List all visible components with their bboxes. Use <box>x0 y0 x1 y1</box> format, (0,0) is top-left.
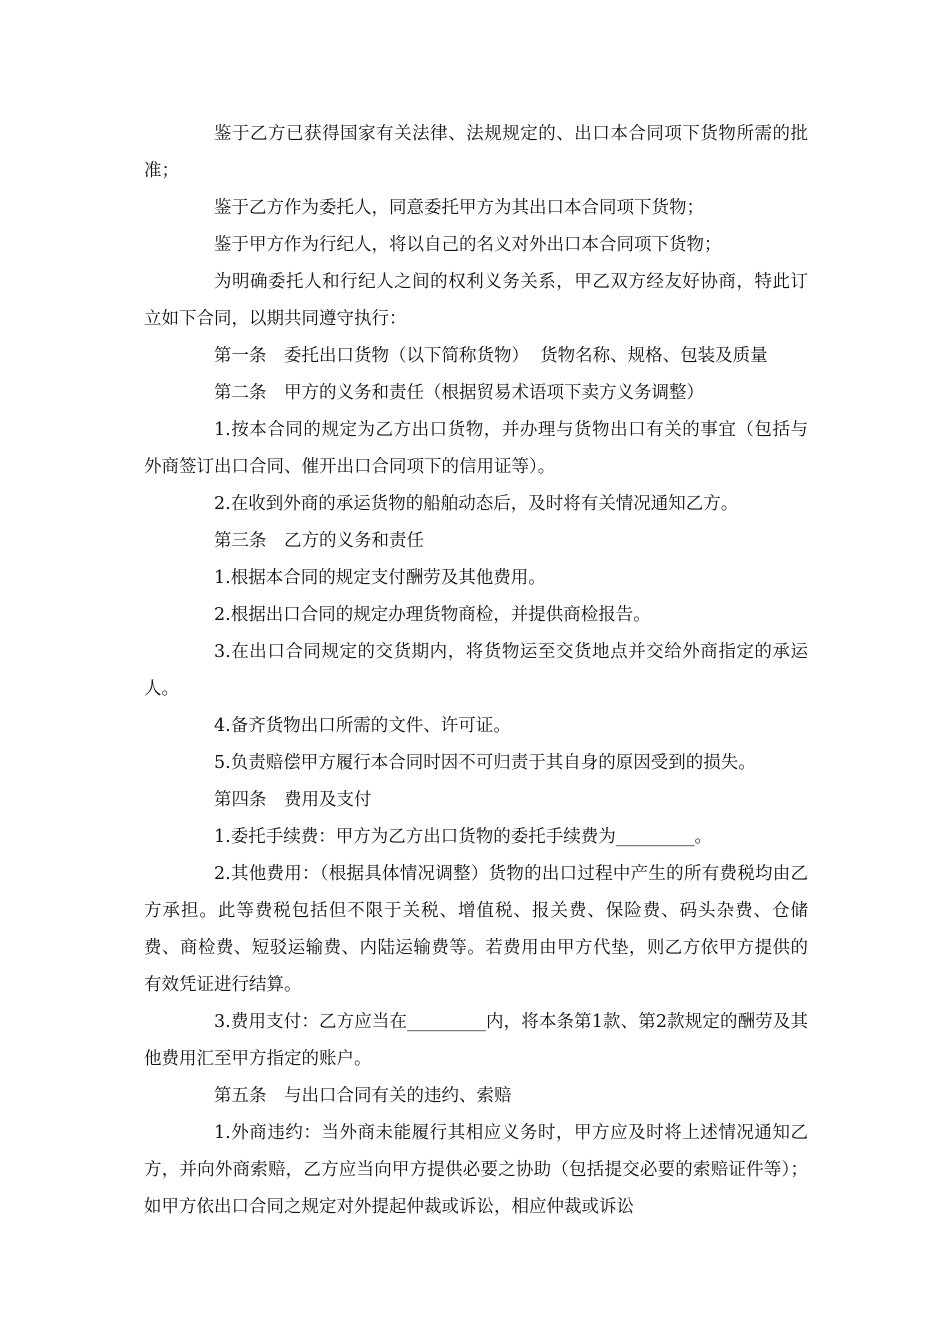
article-4-heading: 第四条 费用及支付 <box>214 790 372 810</box>
paragraph-recital-purpose: 为明确委托人和行纪人之间的权利义务关系，甲乙双方经友好协商，特此订立如下合同，以期共同遵守执行： <box>144 272 808 329</box>
article-5-heading: 第五条 与出口合同有关的违约、索赔 <box>214 1086 512 1106</box>
article-2-clause-1: 1.按本合同的规定为乙方出口货物，并办理与货物出口有关的事宜（包括与外商签订出口合同、催开出口合同项下的信用证等）。 <box>144 420 808 477</box>
article-4-clause-1: 1.委托手续费：甲方为乙方出口货物的委托手续费为_________。 <box>214 827 712 847</box>
paragraph-recital-entrust: 鉴于乙方作为委托人，同意委托甲方为其出口本合同项下货物； <box>214 198 704 218</box>
article-2-clause-2: 2.在收到外商的承运货物的船舶动态后，及时将有关情况通知乙方。 <box>214 494 739 514</box>
article-3-clause-2: 2.根据出口合同的规定办理货物商检，并提供商检报告。 <box>214 605 651 625</box>
article-3-clause-4: 4.备齐货物出口所需的文件、许可证。 <box>214 716 511 736</box>
article-3-clause-5: 5.负责赔偿甲方履行本合同时因不可归责于其自身的原因受到的损失。 <box>214 753 756 773</box>
paragraph-recital-agent: 鉴于甲方作为行纪人，将以自己的名义对外出口本合同项下货物； <box>214 235 722 255</box>
article-3-clause-1: 1.根据本合同的规定支付酬劳及其他费用。 <box>214 568 546 588</box>
contract-page <box>144 116 808 1226</box>
article-4-clause-3: 3.费用支付：乙方应当在_________内，将本条第1款、第2款规定的酬劳及其他费用汇至甲方指定的账户。 <box>144 1012 808 1069</box>
article-1-heading: 第一条 委托出口货物（以下简称货物） 货物名称、规格、包装及质量 <box>214 346 768 366</box>
article-3-heading: 第三条 乙方的义务和责任 <box>214 531 424 551</box>
article-2-heading: 第二条 甲方的义务和责任（根据贸易术语项下卖方义务调整） <box>214 383 704 403</box>
article-5-clause-1: 1.外商违约：当外商未能履行其相应义务时，甲方应及时将上述情况通知乙方，并向外商索赔，乙方应当向甲方提供必要之协助（包括提交必要的索赔证件等）；如甲方依出口合同之规定对外提起仲裁或诉讼，相应仲裁或诉讼 <box>144 1123 808 1217</box>
paragraph-recital-approval: 鉴于乙方已获得国家有关法律、法规规定的、出口本合同项下货物所需的批准； <box>144 124 808 181</box>
article-4-clause-2: 2.其他费用：（根据具体情况调整）货物的出口过程中产生的所有费税均由乙方承担。此等费税包括但不限于关税、增值税、报关费、保险费、码头杂费、仓储费、商检费、短驳运输费、内陆运输费等。若费用由甲方代垫，则乙方依甲方提供的有效凭证进行结算。 <box>144 864 808 995</box>
article-3-clause-3: 3.在出口合同规定的交货期内，将货物运至交货地点并交给外商指定的承运人。 <box>144 642 808 699</box>
